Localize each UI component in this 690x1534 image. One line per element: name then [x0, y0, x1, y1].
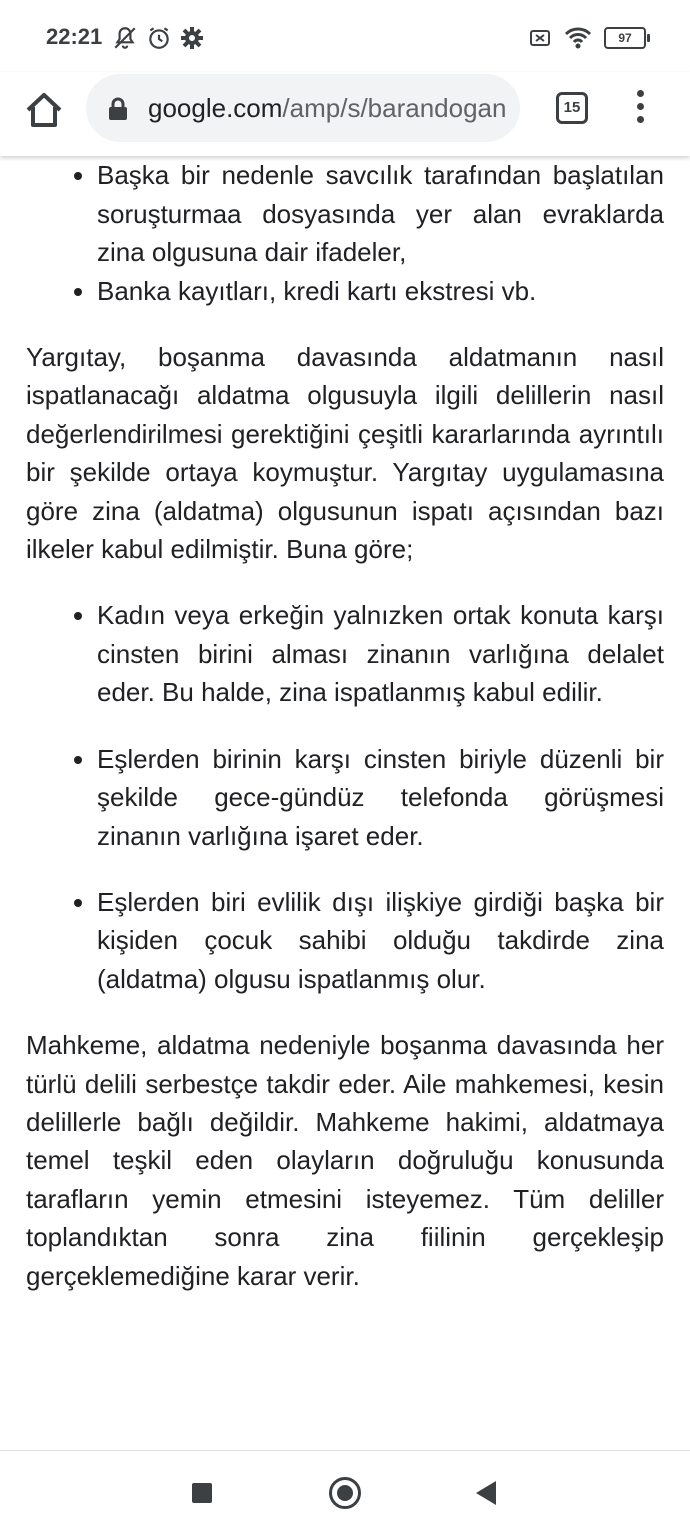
bell-off-icon — [112, 25, 138, 51]
settings-gear-icon — [180, 26, 204, 50]
home-circle-icon[interactable] — [329, 1477, 361, 1509]
menu-dot-icon — [637, 103, 644, 110]
url-host: google.com — [148, 93, 283, 123]
tab-switcher-button[interactable]: 15 — [556, 92, 588, 124]
page-content[interactable] — [0, 156, 690, 1450]
browser-toolbar — [0, 72, 690, 156]
address-bar[interactable] — [86, 74, 520, 142]
list-item: Başka bir nedenle savcılık tarafından başlatılan soruşturmaa dosyasında yer alan evraklarda zina olgusuna dair ifadeler, — [0, 156, 690, 271]
url-path: /amp/s/barandogan — [282, 93, 507, 123]
bullet-icon — [74, 612, 82, 620]
battery-indicator: 97 — [604, 27, 646, 49]
url-text[interactable] — [148, 93, 506, 124]
list-item: Eşlerden birinin karşı cinsten biriyle düzenli bir şekilde gece-gündüz telefonda görüşmesi zinanın varlığına işaret eder. — [0, 740, 690, 855]
recents-square-icon[interactable] — [192, 1483, 212, 1503]
wifi-icon — [564, 26, 592, 50]
lock-icon — [108, 97, 128, 121]
home-icon[interactable] — [22, 88, 66, 132]
status-icons-left — [112, 24, 204, 52]
bullet-icon — [74, 172, 82, 180]
status-icons-right — [528, 24, 646, 52]
list-item: Banka kayıtları, kredi kartı ekstresi vb. — [0, 272, 690, 310]
list-item: Eşlerden biri evlilik dışı ilişkiye girdiği başka bir kişiden çocuk sahibi olduğu takdirde zina (aldatma) olgusu ispatlanmış olur. — [0, 883, 690, 998]
bullet-icon — [74, 288, 82, 296]
paragraph: Yargıtay, boşanma davasında aldatmanın nasıl ispatlanacağı aldatma olgusuyla ilgili delillerin nasıl değerlendirilmesi gerektiğini çeşitli kararlarında ayrıntılı bir şekilde ortaya koymuştur. Yargıtay uygulamasına göre zina (aldatma) olgusunun ispatı açısından bazı ilkeler kabul edilmiştir. Buna göre; — [26, 342, 664, 565]
principles-list — [0, 596, 690, 998]
back-triangle-icon[interactable] — [476, 1481, 496, 1505]
paragraph: Mahkeme, aldatma nedeniyle boşanma davasında her türlü delili serbestçe takdir eder. Aile mahkemesi, kesin delillerle bağlı değildir. Mahkeme hakimi, aldatmaya temel teşkil eden olayların doğruluğu konusunda tarafların yemin etmesini isteyemez. Tüm deliller toplandıktan sonra zina fiilinin gerçekleşip gerçeklemediğine karar verir. — [26, 1030, 664, 1291]
alarm-icon — [146, 25, 172, 51]
system-nav-bar — [0, 1450, 690, 1534]
menu-dot-icon — [637, 90, 644, 97]
sim-off-icon — [528, 26, 552, 50]
bullet-icon — [74, 756, 82, 764]
overflow-menu-button[interactable] — [630, 90, 650, 130]
list-item: Kadın veya erkeğin yalnızken ortak konuta karşı cinsten birini alması zinanın varlığına delalet eder. Bu halde, zina ispatlanmış kabul edilir. — [0, 596, 690, 711]
menu-dot-icon — [637, 116, 644, 123]
clock: 22:21 — [46, 24, 103, 49]
bullet-icon — [74, 899, 82, 907]
article-body — [0, 118, 690, 1295]
status-bar — [0, 0, 690, 72]
